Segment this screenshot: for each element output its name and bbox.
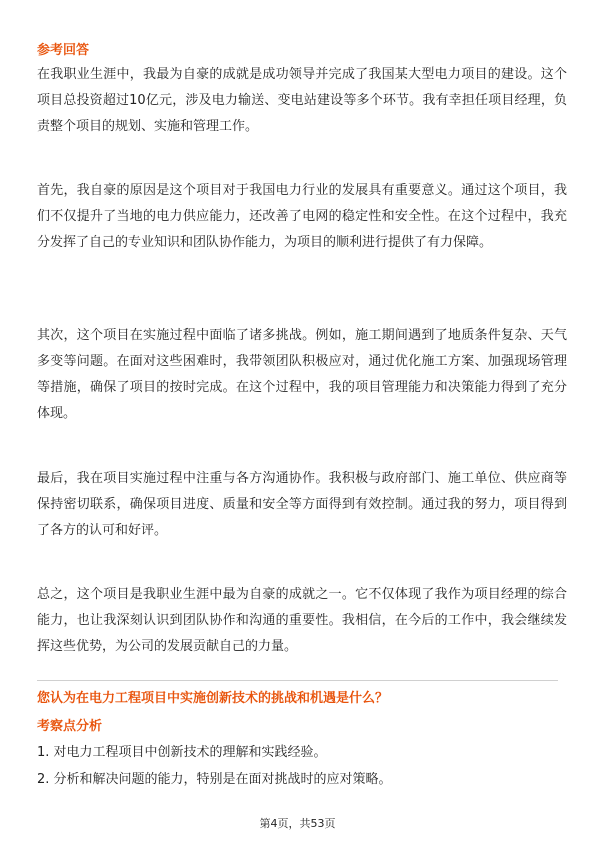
analysis-heading: 考察点分析: [37, 719, 103, 734]
answer-paragraph-3: 其次，这个项目在实施过程中面临了诸多挑战。例如，施工期间遇到了地质条件复杂、天气多变等问题。在面对这些困难时，我带领团队积极应对，通过优化施工方案、加强现场管理等措施，确保了项目的按时完成。在这个过程中，我的项目管理能力和决策能力得到了充分体现。: [37, 328, 567, 421]
analysis-item-1: 1. 对电力工程项目中创新技术的理解和实践经验。: [37, 745, 327, 760]
analysis-item-2: 2. 分析和解决问题的能力，特别是在面对挑战时的应对策略。: [37, 772, 392, 787]
answer-heading: 参考回答: [37, 43, 90, 58]
answer-paragraph-4: 最后，我在项目实施过程中注重与各方沟通协作。我积极与政府部门、施工单位、供应商等保持密切联系，确保项目进度、质量和安全等方面得到有效控制。通过我的努力，项目得到了各方的认可和好评。: [37, 471, 567, 538]
page-footer: 第4页，共53页: [259, 817, 336, 830]
answer-paragraph-5: 总之，这个项目是我职业生涯中最为自豪的成就之一。它不仅体现了我作为项目经理的综合能力，也让我深刻认识到团队协作和沟通的重要性。我相信，在今后的工作中，我会继续发挥这些优势，为公司的发展贡献自己的力量。: [37, 587, 567, 654]
section-divider: [37, 680, 558, 681]
answer-paragraph-2: 首先，我自豪的原因是这个项目对于我国电力行业的发展具有重要意义。通过这个项目，我们不仅提升了当地的电力供应能力，还改善了电网的稳定性和安全性。在这个过程中，我充分发挥了自己的专业知识和团队协作能力，为项目的顺利进行提供了有力保障。: [37, 183, 567, 250]
answer-paragraph-1: 在我职业生涯中，我最为自豪的成就是成功领导并完成了我国某大型电力项目的建设。这个项目总投资超过10亿元，涉及电力输送、变电站建设等多个环节。我有幸担任项目经理，负责整个项目的规划、实施和管理工作。: [37, 67, 567, 134]
question-heading: 您认为在电力工程项目中实施创新技术的挑战和机遇是什么？: [37, 691, 389, 706]
